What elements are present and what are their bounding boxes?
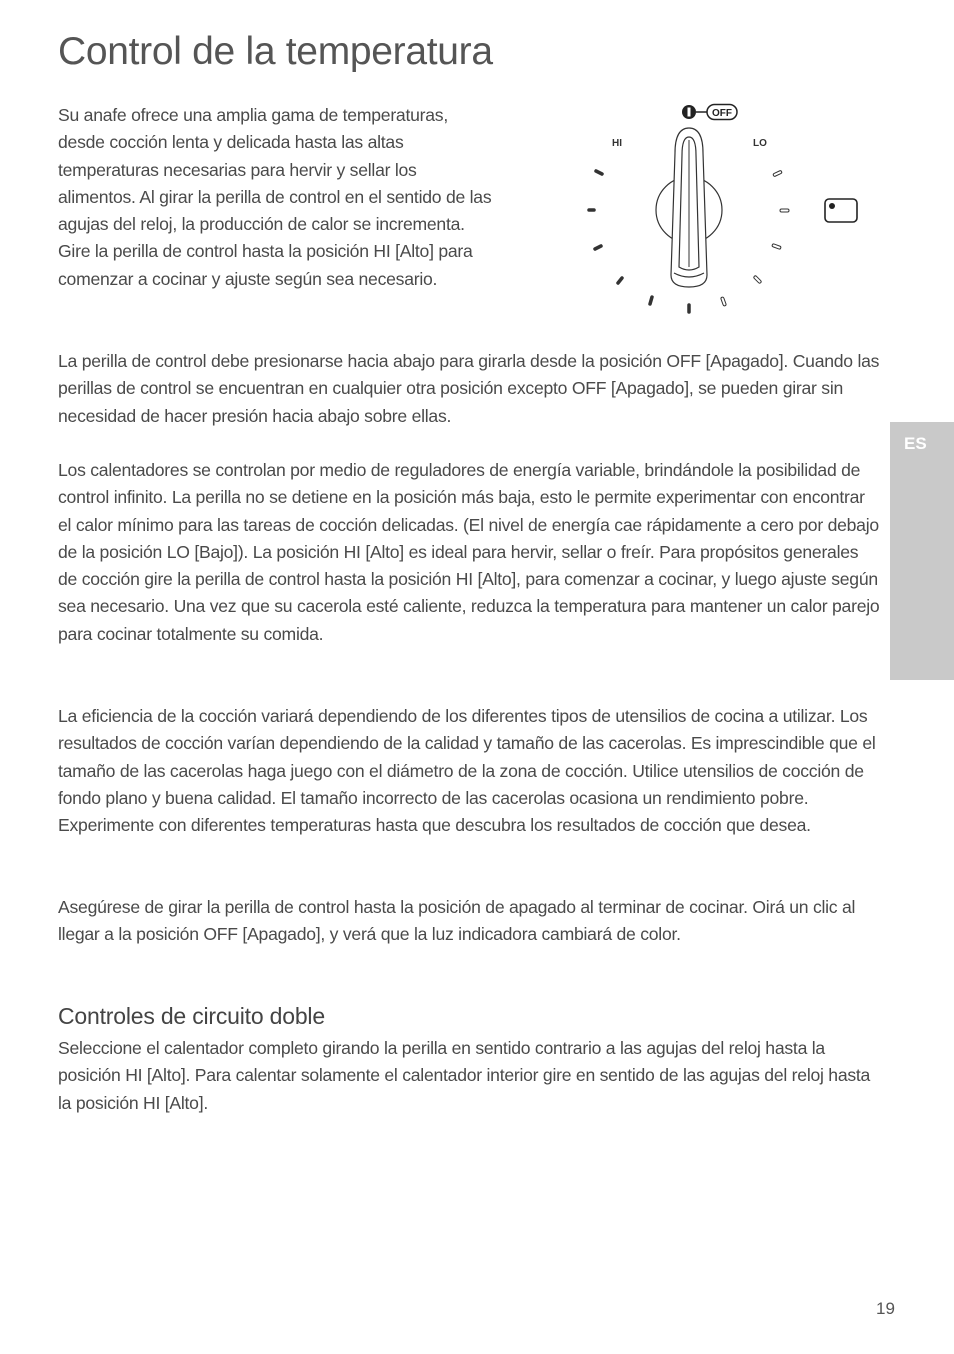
indicator-light-icon [825,199,857,222]
cookware-efficiency-paragraph: La eficiencia de la cocción variará dependiendo de los diferentes tipos de utensilios de cocina a utilizar. Los resultados de cocción varían dependiendo de la calidad y tamaño de las cacerolas. Es imprescindible que el tamaño de las cacerolas haga juego con el diámetro de la zona de cocción. Utilice utensilios de cocción de fondo plano y buena calidad. El tamaño incorrecto de las cacerolas ocasiona un rendimiento pobre. Experimente con diferentes temperaturas hasta que descubra los resultados de cocción que desea. [58,706,876,836]
hi-label: HI [612,138,622,149]
page-title: Control de la temperatura [58,30,493,73]
turn-off-paragraph: Asegúrese de girar la perilla de control hasta la posición de apagado al terminar de cocinar. Oirá un clic al llegar a la posición OFF [Apagado], y verá que la luz indicadora cambiará de color. [58,897,856,945]
lo-label: LO [753,138,767,149]
language-tab [890,422,954,680]
section-heading: Controles de circuito doble [58,1003,325,1029]
dual-circuit-paragraph: Seleccione el calentador completo girando la perilla en sentido contrario a las agujas del reloj hasta la posición HI [Alto]. Para calentar solamente el calentador interior gire en sentido de las agujas del reloj hasta la posición HI [Alto]. [58,1038,871,1113]
control-knob-diagram [570,95,870,325]
heat-scale-ticks-low [721,170,789,306]
off-label: OFF [712,108,732,119]
language-tab-label: ES [904,434,927,453]
knob-press-paragraph: La perilla de control debe presionarse hacia abajo para girarla desde la posición OFF [Apagado]. Cuando las perillas de control se encuentran en cualquier otra posición excepto OFF [Apagado], se pueden girar sin necesidad de hacer presión hacia abajo sobre ellas. [58,351,880,426]
intro-paragraph: Su anafe ofrece una amplia gama de temperaturas, desde cocción lenta y delicada hasta las altas temperaturas necesarias para hervir y sellar los alimentos. Al girar la perilla de control en el sentido de las agujas del reloj, la producción de calor se incrementa. Gire la perilla de control hasta la posición HI [Alto] para comenzar a cocinar y ajuste según sea necesario. [58,105,492,289]
knob [656,128,722,287]
off-indicator [682,105,737,120]
page-number: 19 [876,1299,895,1318]
energy-regulator-paragraph: Los calentadores se controlan por medio de reguladores de energía variable, brindándole la posibilidad de control infinito. La perilla no se detiene en la posición más baja, esto le permite experimentar con encontrar el calor mínimo para las tareas de cocción delicadas. (El nivel de energía cae rápidamente a cero por debajo de la posición LO [Bajo]). La posición HI [Alto] es ideal para hervir, sellar o freír. Para propósitos generales de cocción gire la perilla de control hasta la posición HI [Alto], para comenzar a cocinar, y luego ajuste según sea necesario. Una vez que su cacerola esté caliente, reduzca la temperatura para mantener un calor parejo para cocinar totalmente su comida. [58,460,880,644]
